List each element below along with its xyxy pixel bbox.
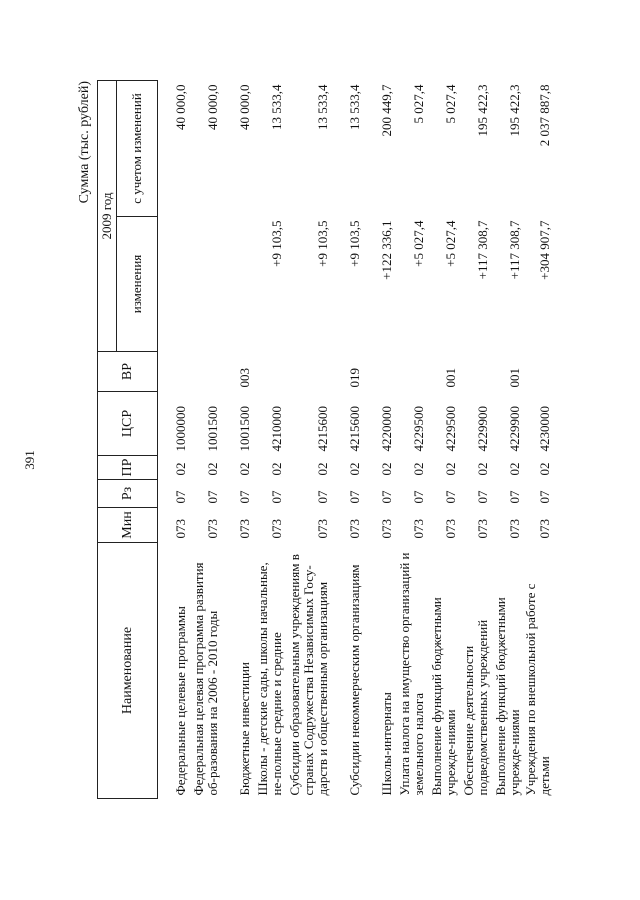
cell-vr: 001 — [442, 368, 458, 388]
cell-chg: +9 103,5 — [314, 220, 330, 267]
header-name: Наименование — [98, 543, 158, 799]
cell-tot: 5 027,4 — [410, 84, 426, 124]
cell-chg: +117 308,7 — [506, 220, 522, 280]
cell-min: 073 — [378, 519, 394, 539]
cell-chg: +5 027,4 — [442, 220, 458, 267]
cell-vr — [158, 352, 188, 392]
cell-csr: 1000000 — [172, 406, 188, 452]
cell-name: Школы-интернаты — [378, 692, 394, 796]
cell-vr — [252, 352, 284, 392]
header-min: Мин — [98, 508, 158, 543]
cell-pr: 02 — [536, 462, 552, 476]
cell-csr: 4215600 — [314, 406, 330, 452]
cell-tot: 40 000,0 — [172, 84, 188, 130]
cell-vr: 001 — [506, 368, 522, 388]
cell-tot: 13 533,4 — [268, 84, 284, 130]
cell-name: Обеспечение деятельности подведомственных учреждений — [460, 619, 490, 796]
cell-min: 073 — [410, 519, 426, 539]
cell-pr: 02 — [204, 462, 220, 476]
cell-csr: 4215600 — [346, 406, 362, 452]
table-row — [188, 81, 220, 799]
cell-name: Школы - детские сады, школы начальные, не-полные средние и средние — [254, 562, 284, 796]
cell-rz: 07 — [314, 490, 330, 504]
table-row — [284, 81, 330, 799]
cell-pr: 02 — [314, 462, 330, 476]
table-row — [220, 81, 252, 799]
cell-tot: 195 422,3 — [506, 84, 522, 137]
cell-min: 073 — [236, 519, 252, 539]
cell-min: 073 — [172, 519, 188, 539]
cell-pr: 02 — [236, 462, 252, 476]
cell-tot: 5 027,4 — [442, 84, 458, 124]
cell-csr: 4210000 — [268, 406, 284, 452]
cell-min: 073 — [506, 519, 522, 539]
cell-chg: +304 907,7 — [536, 220, 552, 280]
cell-tot: 13 533,4 — [346, 84, 362, 130]
table-row — [490, 81, 522, 799]
cell-tot: 200 449,7 — [378, 84, 394, 137]
cell-pr: 02 — [346, 462, 362, 476]
table-row — [252, 81, 284, 799]
cell-rz: 07 — [474, 490, 490, 504]
cell-vr: 019 — [346, 368, 362, 388]
cell-min: 073 — [474, 519, 490, 539]
cell-rz: 07 — [410, 490, 426, 504]
cell-tot: 40 000,0 — [204, 84, 220, 130]
cell-pr: 02 — [474, 462, 490, 476]
cell-name: Бюджетные инвестиции — [236, 662, 252, 796]
header-vr: ВР — [98, 352, 158, 392]
cell-name: Федеральные целевые программы — [172, 606, 188, 796]
header-changes: изменения — [117, 217, 158, 352]
table-row — [158, 81, 188, 799]
cell-chg: +122 336,1 — [378, 220, 394, 280]
cell-vr — [394, 352, 426, 392]
cell-min: 073 — [268, 519, 284, 539]
table-row — [426, 81, 458, 799]
cell-tot: 2 037 887,8 — [536, 84, 552, 147]
cell-pr: 02 — [410, 462, 426, 476]
cell-chg: +9 103,5 — [268, 220, 284, 267]
cell-csr: 4229900 — [474, 406, 490, 452]
cell-name: Учреждения по внешкольной работе с детьми — [522, 583, 552, 796]
cell-tot: 40 000,0 — [236, 84, 252, 130]
cell-csr: 4230000 — [536, 406, 552, 452]
cell-csr: 4229500 — [410, 406, 426, 452]
cell-csr: 1001500 — [204, 406, 220, 452]
cell-vr — [458, 352, 490, 392]
header-csr: ЦСР — [98, 392, 158, 456]
table-row — [458, 81, 490, 799]
cell-rz: 07 — [204, 490, 220, 504]
header-year: 2009 год — [98, 81, 117, 352]
cell-vr — [188, 352, 220, 392]
header-pr: ПР — [98, 456, 158, 480]
cell-min: 073 — [314, 519, 330, 539]
cell-tot: 195 422,3 — [474, 84, 490, 137]
cell-vr — [522, 352, 552, 392]
cell-vr: 003 — [236, 368, 252, 388]
cell-chg: +117 308,7 — [474, 220, 490, 280]
cell-tot: 13 533,4 — [314, 84, 330, 130]
header-with-changes: с учетом изменений — [117, 81, 158, 217]
cell-pr: 02 — [172, 462, 188, 476]
cell-min: 073 — [536, 519, 552, 539]
cell-min: 073 — [346, 519, 362, 539]
cell-rz: 07 — [378, 490, 394, 504]
cell-name: Субсидии некоммерческим организациям — [346, 564, 362, 796]
budget-table — [97, 80, 552, 799]
table-body — [158, 81, 552, 799]
cell-rz: 07 — [536, 490, 552, 504]
cell-vr — [362, 352, 394, 392]
rotated-table-area — [77, 81, 552, 799]
cell-pr: 02 — [378, 462, 394, 476]
cell-pr: 02 — [268, 462, 284, 476]
cell-rz: 07 — [442, 490, 458, 504]
cell-min: 073 — [204, 519, 220, 539]
cell-pr: 02 — [506, 462, 522, 476]
cell-chg: +5 027,4 — [410, 220, 426, 267]
cell-min: 073 — [442, 519, 458, 539]
table-row — [330, 81, 362, 799]
cell-csr: 4220000 — [378, 406, 394, 452]
table-row — [522, 81, 552, 799]
header-rz: Рз — [98, 480, 158, 508]
cell-chg — [158, 217, 188, 352]
cell-rz: 07 — [236, 490, 252, 504]
cell-chg — [188, 217, 220, 352]
cell-name: Федеральная целевая программа развития об-разования на 2006 - 2010 годы — [190, 562, 220, 796]
cell-csr: 1001500 — [236, 406, 252, 452]
table-row — [394, 81, 426, 799]
cell-csr: 4229900 — [506, 406, 522, 452]
table-row — [362, 81, 394, 799]
cell-name: Субсидии образовательным учреждениям в странах Содружества Независимых Госу-дарств и общественным организациям — [286, 554, 330, 796]
page-number: 391 — [21, 450, 37, 470]
cell-chg — [220, 217, 252, 352]
cell-rz: 07 — [268, 490, 284, 504]
cell-name: Выполнение функций бюджетными учрежде-ниями — [492, 597, 522, 796]
cell-rz: 07 — [172, 490, 188, 504]
cell-pr: 02 — [442, 462, 458, 476]
cell-rz: 07 — [346, 490, 362, 504]
cell-rz: 07 — [506, 490, 522, 504]
cell-vr — [284, 352, 330, 392]
cell-csr: 4229500 — [442, 406, 458, 452]
sum-caption: Сумма (тыс. рублей) — [77, 81, 92, 204]
cell-name: Уплата налога на имущество организаций и земельного налога — [396, 552, 426, 796]
cell-name: Выполнение функций бюджетными учрежде-ниями — [428, 597, 458, 796]
cell-chg: +9 103,5 — [346, 220, 362, 267]
